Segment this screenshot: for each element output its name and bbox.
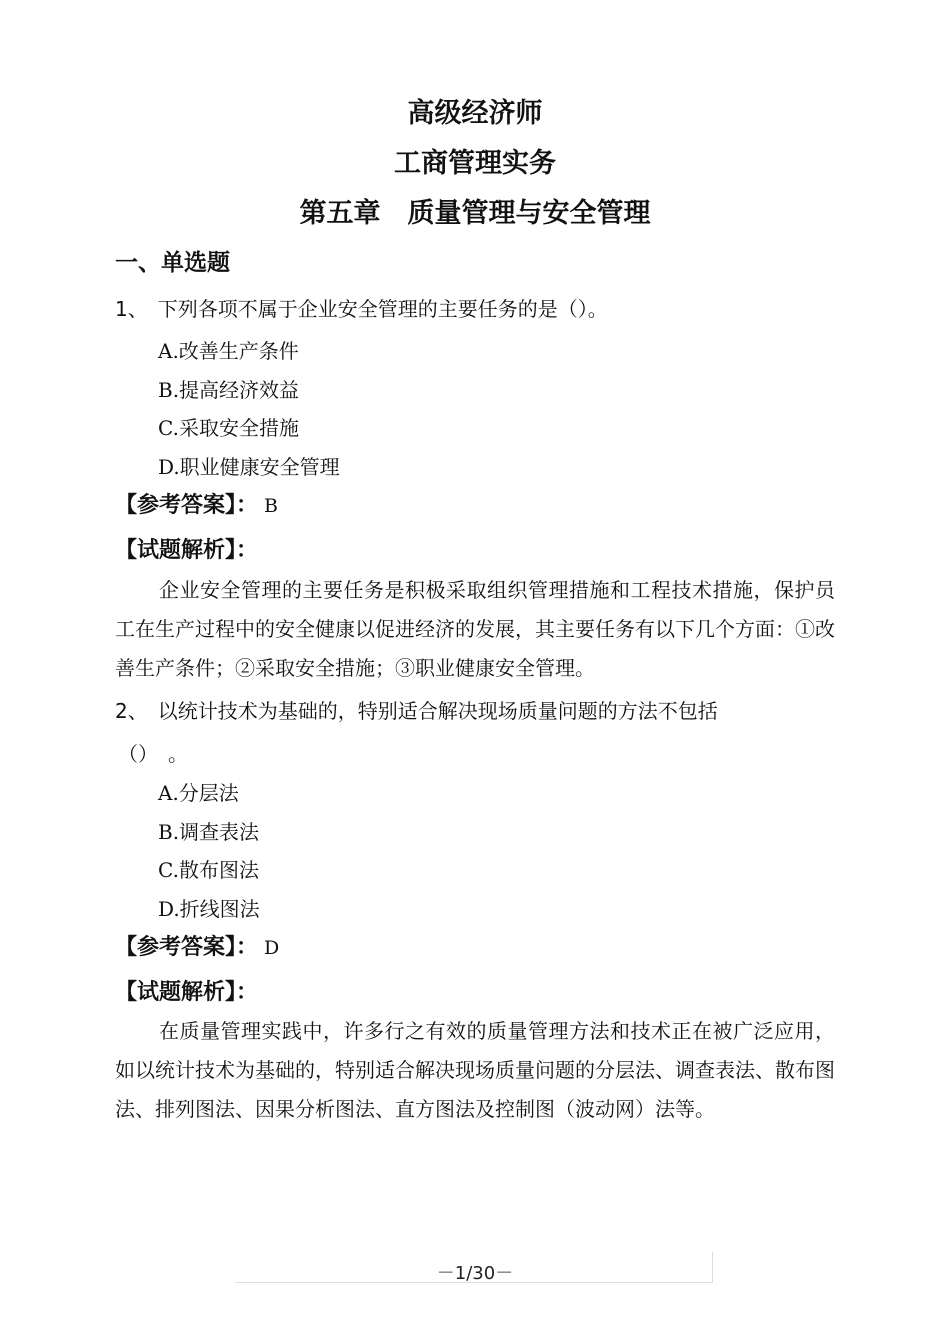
question-1-option-a: A.改善生产条件 <box>158 339 299 363</box>
question-text: 以统计技术为基础的，特别适合解决现场质量问题的方法不包括 <box>157 699 718 723</box>
question-2-option-c: C.散布图法 <box>158 858 259 882</box>
answer-label: 【参考答案】： <box>115 935 259 960</box>
question-1-option-c: C.采取安全措施 <box>158 416 299 440</box>
question-2-answer <box>115 930 279 961</box>
answer-label: 【参考答案】： <box>115 493 259 518</box>
chapter-title: 第五章 质量管理与安全管理 <box>299 198 651 229</box>
doc-subject: 工商管理实务 <box>394 148 556 179</box>
answer-value: D <box>264 937 280 959</box>
question-2-option-a: A.分层法 <box>158 781 239 805</box>
section-heading: 一、单选题 <box>115 250 230 276</box>
question-1-stem <box>115 293 608 322</box>
question-1-analysis: 企业安全管理的主要任务是积极采取组织管理措施和工程技术措施，保护员工在生产过程中的安全健康以促进经济的发展，其主要任务有以下几个方面：①改善生产条件；②采取安全措施；③职业健康安全管理。 <box>115 578 835 680</box>
question-number: 2、 <box>115 699 148 723</box>
question-number: 1、 <box>115 297 148 321</box>
doc-title: 高级经济师 <box>407 98 543 129</box>
question-2-option-d: D.折线图法 <box>158 897 260 921</box>
question-2-stem <box>115 695 718 724</box>
question-2-analysis-label: 【试题解析】： <box>115 980 259 1005</box>
question-1-analysis-label: 【试题解析】： <box>115 538 259 563</box>
question-2-stem-continued: （） 。 <box>118 742 188 766</box>
page-number: －1/30－ <box>436 1263 514 1284</box>
answer-value: B <box>264 495 278 517</box>
question-2-analysis: 在质量管理实践中，许多行之有效的质量管理方法和技术正在被广泛应用，如以统计技术为基础的，特别适合解决现场质量问题的分层法、调查表法、散布图法、排列图法、因果分析图法、直方图法及控制图（波动网）法等。 <box>115 1019 835 1121</box>
question-text: 下列各项不属于企业安全管理的主要任务的是（）。 <box>157 297 608 321</box>
question-2-option-b: B.调查表法 <box>158 820 260 844</box>
question-1-option-d: D.职业健康安全管理 <box>158 455 340 479</box>
question-1-option-b: B.提高经济效益 <box>158 378 300 402</box>
question-1-answer <box>115 488 278 519</box>
